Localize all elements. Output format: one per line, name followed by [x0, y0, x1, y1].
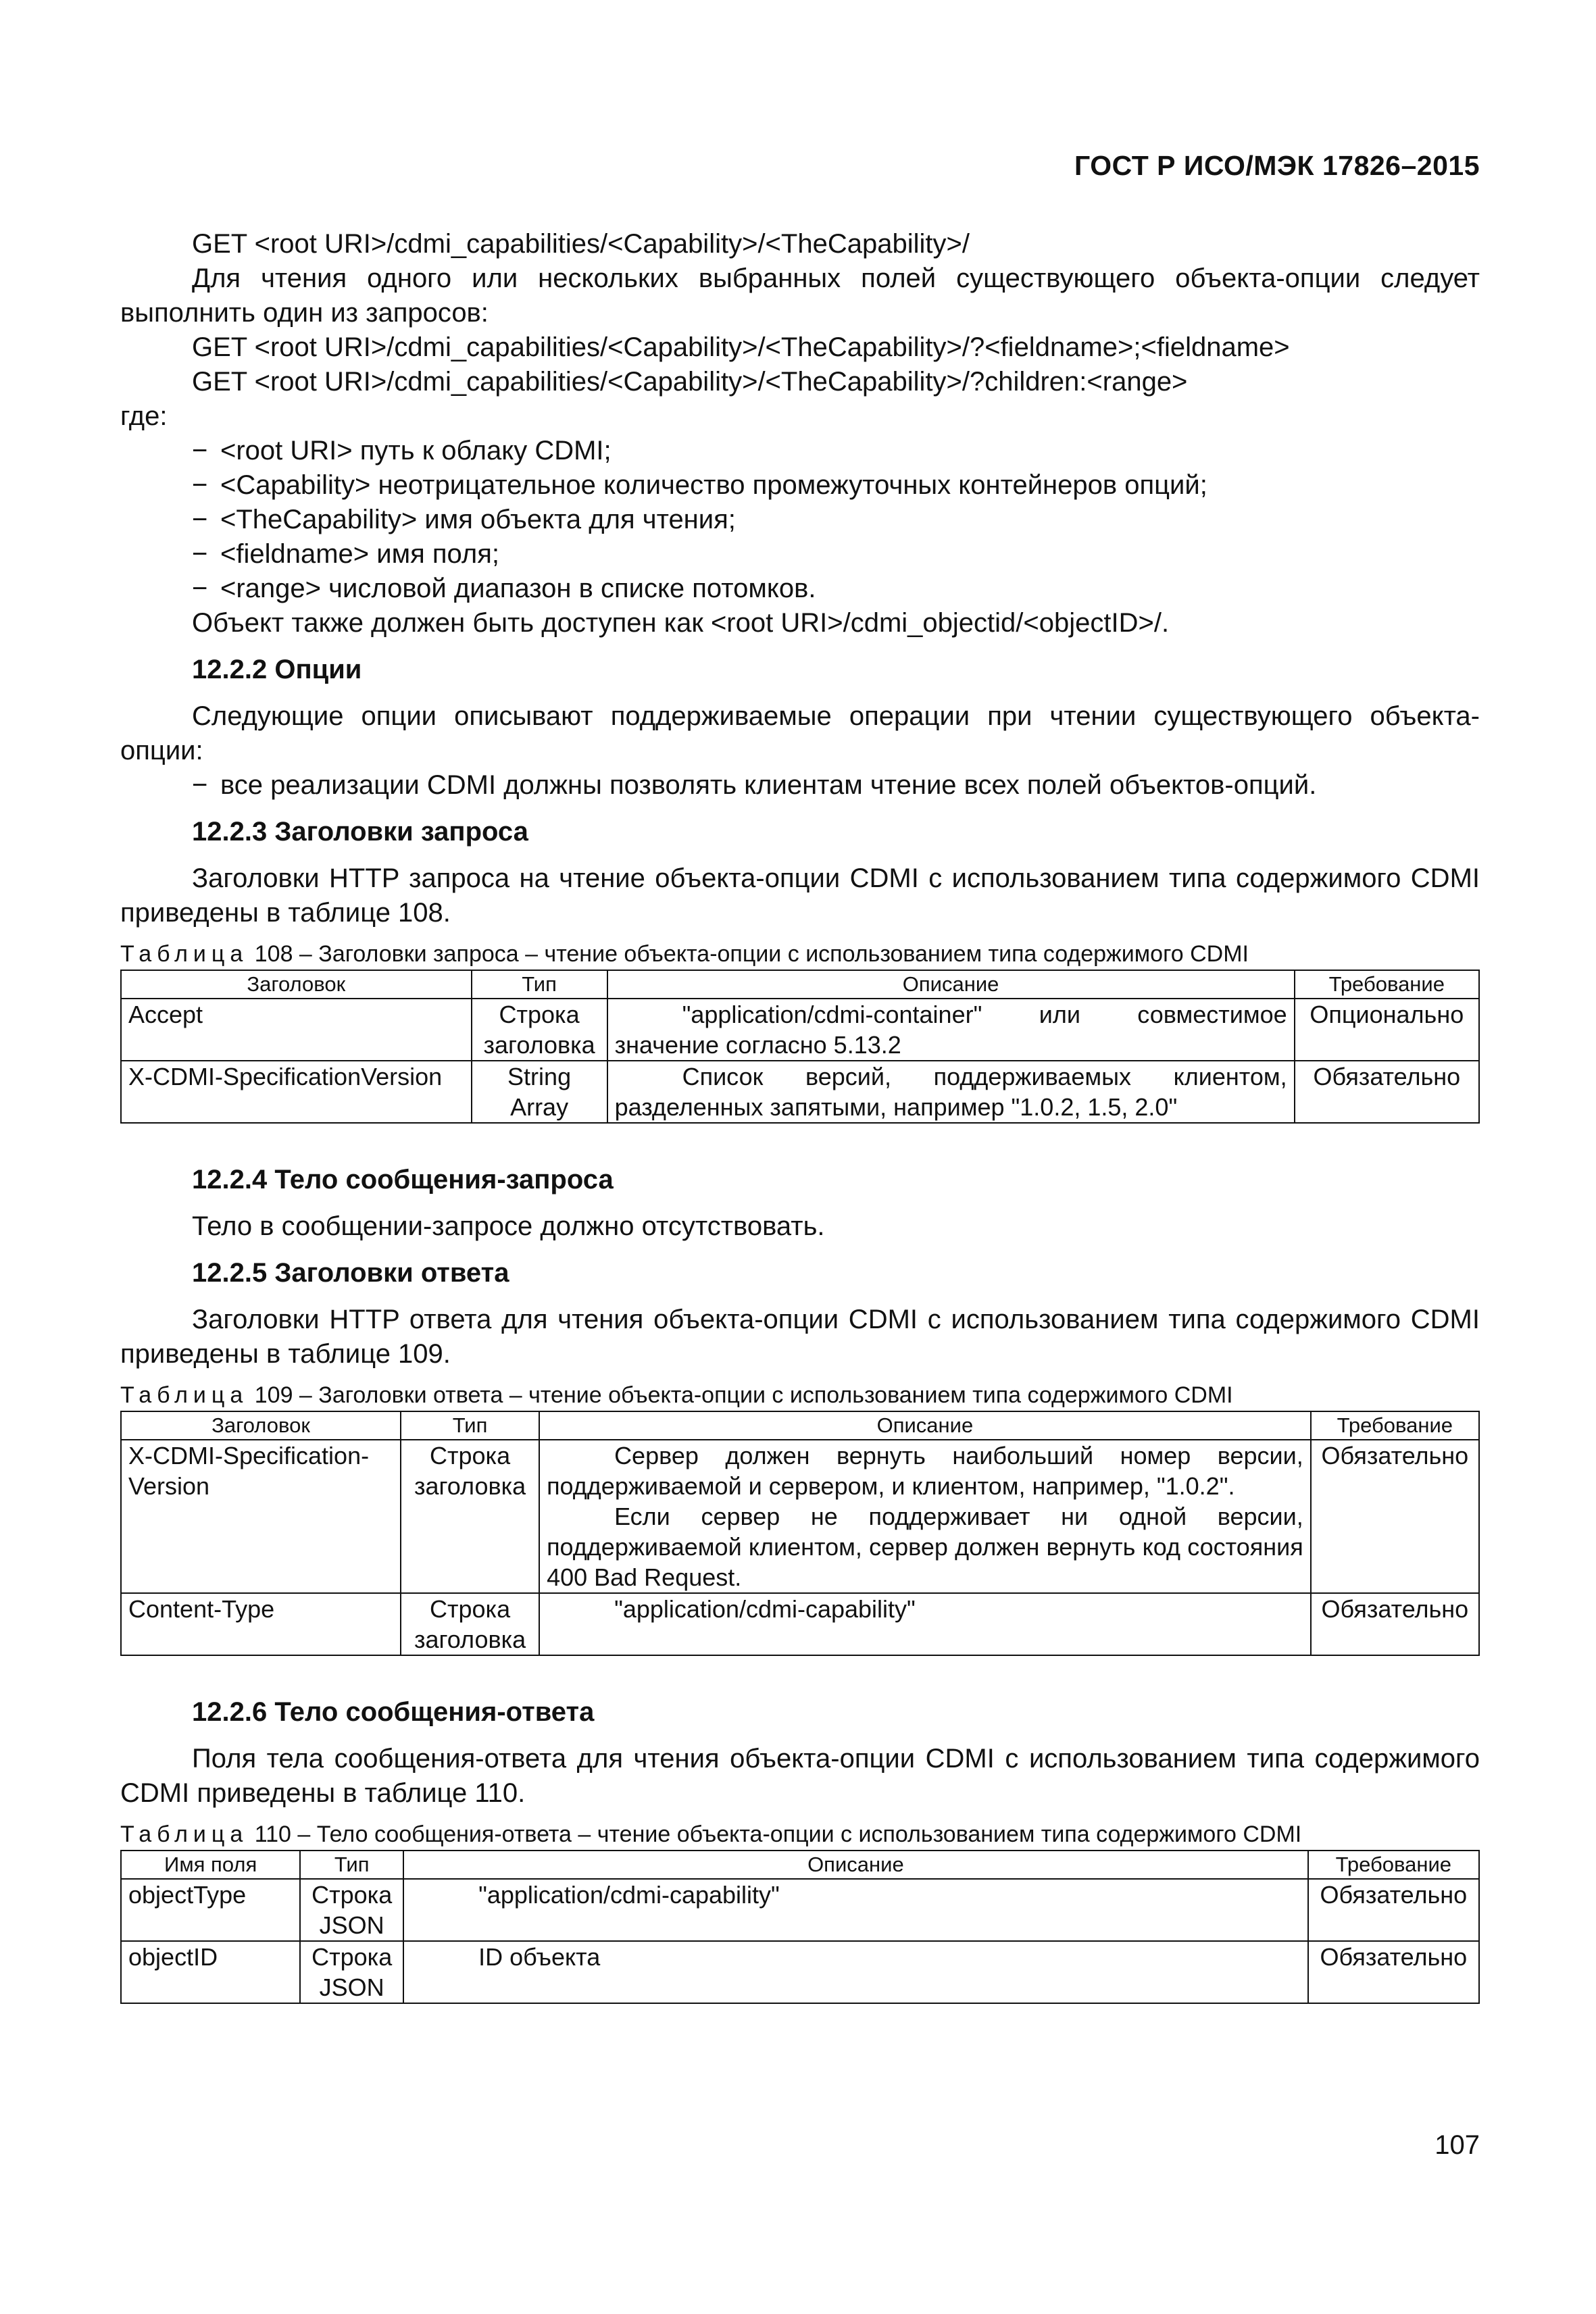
- list-item-text: <TheCapability> имя объекта для чтения;: [220, 505, 736, 534]
- request-line: GET <root URI>/cdmi_capabilities/<Capability>/<TheCapability>/?children:<range>: [192, 367, 1188, 397]
- table-110: [120, 1850, 1480, 2004]
- list-item: − <range> числовой диапазон в списке потомков.: [192, 574, 816, 603]
- table-109: [120, 1411, 1480, 1656]
- cell-requirement: Обязательно: [1311, 1440, 1479, 1593]
- cell-type: String Array: [472, 1061, 607, 1123]
- table-row: [121, 1593, 1479, 1655]
- table-header-row: [121, 1851, 1479, 1879]
- section-heading: 12.2.4 Тело сообщения-запроса: [192, 1165, 614, 1194]
- column-header: Требование: [1311, 1411, 1479, 1440]
- column-header: Требование: [1295, 970, 1479, 999]
- cell-requirement: Обязательно: [1295, 1061, 1479, 1123]
- list-item-text: <range> числовой диапазон в списке потомков.: [220, 574, 816, 603]
- paragraph: Заголовки HTTP запроса на чтение объекта-опции CDMI с использованием типа содержимого CDMI приведены в таблице 108.: [120, 863, 1480, 928]
- cell-name: Accept: [121, 999, 472, 1061]
- cell-type: Строка JSON: [300, 1879, 403, 1941]
- request-line: GET <root URI>/cdmi_capabilities/<Capability>/<TheCapability>/: [192, 229, 970, 259]
- cell-description: Сервер должен вернуть наибольший номер версии, поддерживаемой и сервером, и клиентом, например, "1.0.2". Если сервер не поддерживает ни одной версии, поддерживаемой клиентом, сервер должен вернуть код состояния 400 Bad Request.: [539, 1440, 1311, 1593]
- paragraph: Объект также должен быть доступен как <root URI>/cdmi_objectid/<objectID>/.: [192, 608, 1170, 638]
- column-header: Заголовок: [121, 970, 472, 999]
- table-header-row: [121, 970, 1479, 999]
- cell-requirement: Обязательно: [1311, 1593, 1479, 1655]
- table-row: [121, 1941, 1479, 2003]
- cell-name: X-CDMI-SpecificationVersion: [121, 1061, 472, 1123]
- list-item-text: все реализации CDMI должны позволять клиентам чтение всех полей объектов-опций.: [220, 770, 1317, 800]
- column-header: Тип: [472, 970, 607, 999]
- cell-type: Строка заголовка: [401, 1440, 539, 1593]
- paragraph: Поля тела сообщения-ответа для чтения объекта-опции CDMI с использованием типа содержимого CDMI приведены в таблице 110.: [120, 1744, 1480, 1808]
- section-heading: 12.2.2 Опции: [192, 655, 362, 684]
- list-item-text: <root URI> путь к облаку CDMI;: [220, 436, 612, 466]
- table-caption: Таблица 110 – Тело сообщения-ответа – чтение объекта-опции с использованием типа содержимого CDMI: [120, 1821, 1302, 1847]
- cell-type: Строка JSON: [300, 1941, 403, 2003]
- column-header: Тип: [401, 1411, 539, 1440]
- list-item: − <Capability> неотрицательное количество промежуточных контейнеров опций;: [192, 470, 1207, 500]
- list-item: − все реализации CDMI должны позволять клиентам чтение всех полей объектов-опций.: [192, 770, 1317, 800]
- cell-description: ID объекта: [403, 1941, 1308, 2003]
- table-caption: Таблица 109 – Заголовки ответа – чтение объекта-опции с использованием типа содержимого CDMI: [120, 1382, 1233, 1408]
- section-heading: 12.2.5 Заголовки ответа: [192, 1258, 509, 1288]
- column-header: Описание: [607, 970, 1295, 999]
- table-row: [121, 999, 1479, 1061]
- cell-requirement: Обязательно: [1308, 1941, 1479, 2003]
- cell-description: "application/cdmi-container" или совместимое значение согласно 5.13.2: [607, 999, 1295, 1061]
- table-header-row: [121, 1411, 1479, 1440]
- table-row: [121, 1440, 1479, 1593]
- column-header: Тип: [300, 1851, 403, 1879]
- cell-name: X-CDMI-Specification-Version: [121, 1440, 401, 1593]
- where-label: где:: [120, 401, 168, 431]
- table-108: [120, 970, 1480, 1124]
- list-item-text: <Capability> неотрицательное количество промежуточных контейнеров опций;: [220, 470, 1207, 500]
- column-header: Имя поля: [121, 1851, 300, 1879]
- column-header: Требование: [1308, 1851, 1479, 1879]
- cell-description: "application/cdmi-capability": [539, 1593, 1311, 1655]
- cell-name: objectID: [121, 1941, 300, 2003]
- document-header: ГОСТ Р ИСО/МЭК 17826–2015: [1074, 150, 1480, 181]
- column-header: Описание: [403, 1851, 1308, 1879]
- cell-type: Строка заголовка: [401, 1593, 539, 1655]
- section-heading: 12.2.3 Заголовки запроса: [192, 817, 528, 847]
- table-caption: Таблица 108 – Заголовки запроса – чтение объекта-опции с использованием типа содержимого CDMI: [120, 941, 1249, 967]
- cell-requirement: Обязательно: [1308, 1879, 1479, 1941]
- cell-name: Content-Type: [121, 1593, 401, 1655]
- list-item: − <TheCapability> имя объекта для чтения;: [192, 505, 736, 534]
- paragraph: Для чтения одного или нескольких выбранных полей существующего объекта-опции следует выполнить один из запросов:: [120, 263, 1480, 328]
- paragraph: Заголовки HTTP ответа для чтения объекта-опции CDMI с использованием типа содержимого CDMI приведены в таблице 109.: [120, 1305, 1480, 1369]
- column-header: Заголовок: [121, 1411, 401, 1440]
- cell-description: Список версий, поддерживаемых клиентом, разделенных запятыми, например "1.0.2, 1.5, 2.0": [607, 1061, 1295, 1123]
- paragraph: Тело в сообщении-запросе должно отсутствовать.: [192, 1211, 825, 1241]
- cell-description: "application/cdmi-capability": [403, 1879, 1308, 1941]
- section-heading: 12.2.6 Тело сообщения-ответа: [192, 1697, 595, 1727]
- cell-name: objectType: [121, 1879, 300, 1941]
- paragraph: Следующие опции описывают поддерживаемые операции при чтении существующего объекта-опции:: [120, 701, 1480, 765]
- list-item: − <fieldname> имя поля;: [192, 539, 500, 569]
- table-row: [121, 1061, 1479, 1123]
- column-header: Описание: [539, 1411, 1311, 1440]
- list-item: − <root URI> путь к облаку CDMI;: [192, 436, 612, 466]
- list-item-text: <fieldname> имя поля;: [220, 539, 500, 569]
- table-row: [121, 1879, 1479, 1941]
- cell-type: Строка заголовка: [472, 999, 607, 1061]
- page-content: [120, 227, 1480, 2004]
- request-line: GET <root URI>/cdmi_capabilities/<Capability>/<TheCapability>/?<fieldname>;<fieldname>: [192, 332, 1290, 362]
- page-number: 107: [1435, 2130, 1480, 2160]
- cell-requirement: Опционально: [1295, 999, 1479, 1061]
